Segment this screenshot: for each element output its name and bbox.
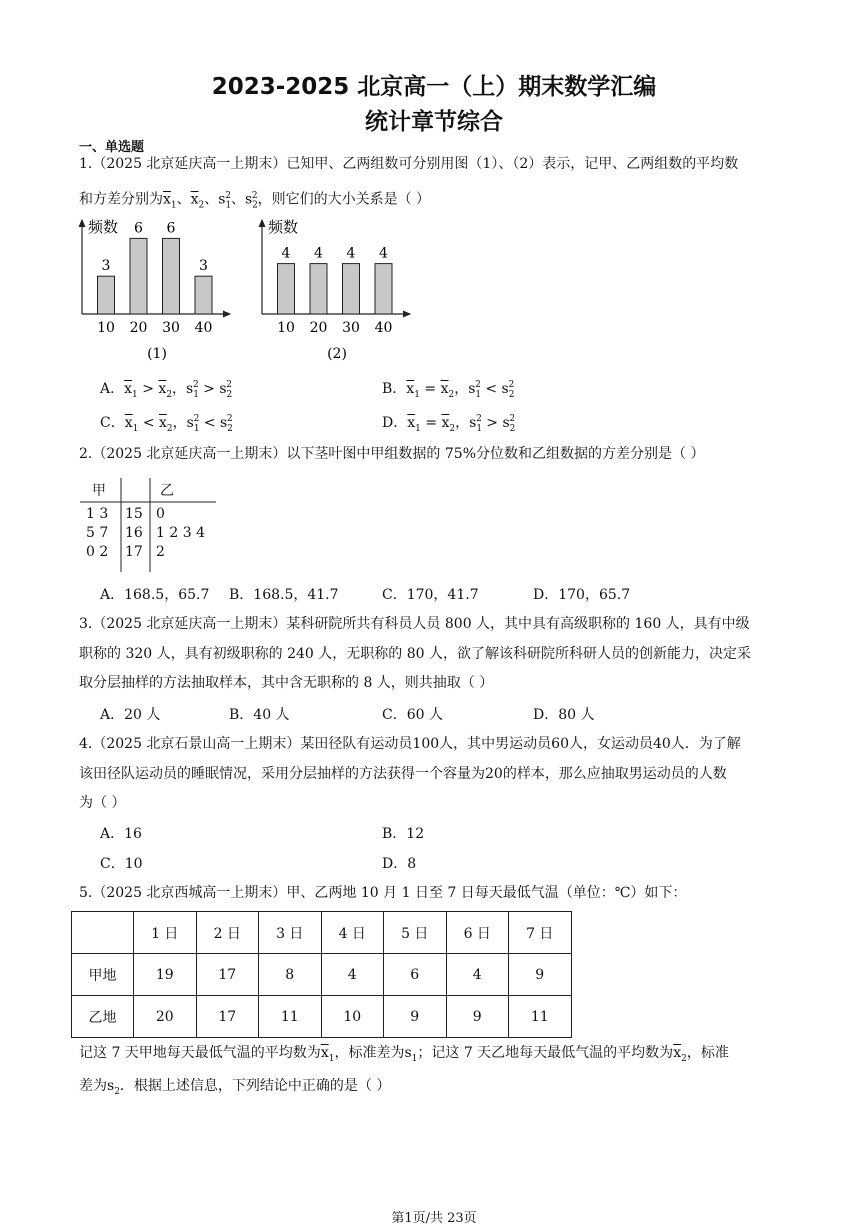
bar (98, 276, 115, 314)
table-header-cell (72, 912, 134, 954)
tick-label: 40 (374, 320, 393, 336)
q2-line1: 2.（2025 北京延庆高一上期末）以下茎叶图中甲组数据的 75%分位数和乙组数据的方差分别是（ ） (79, 446, 705, 462)
table-cell: 9 (384, 996, 447, 1038)
table-cell: 19 (134, 954, 197, 996)
stem-leaf-row-2-stem: 16 (125, 525, 143, 541)
frequency-charts (70, 212, 420, 362)
tick-label: 10 (97, 320, 115, 336)
y-axis-label: 频数 (88, 218, 119, 236)
data-label: 3 (199, 258, 208, 275)
page-footer: 第1页/共 23页 (391, 1211, 477, 1226)
table-cell: 4 (321, 954, 384, 996)
data-label: 4 (281, 245, 291, 262)
stem-leaf-row-1-left: 1 3 (86, 506, 109, 522)
q3-option-d[interactable]: D．80 人 (533, 707, 595, 723)
data-label: 6 (134, 220, 143, 237)
table-header-cell: 7 日 (509, 912, 572, 954)
stem-leaf-head-left: 甲 (92, 483, 106, 499)
stem-leaf-row-1-right: 0 (156, 506, 165, 522)
table-cell: 10 (321, 996, 384, 1038)
table-cell: 9 (509, 954, 572, 996)
table-cell: 11 (509, 996, 572, 1038)
table-header-cell: 5 日 (384, 912, 447, 954)
section-heading: 一、单选题 (79, 140, 145, 155)
table-cell: 乙地 (72, 996, 134, 1038)
table-cell: 4 (446, 954, 509, 996)
tick-label: 30 (342, 320, 360, 336)
q1-option-a[interactable]: A．$\overline{x}_1 > \overline{x}_2$，$s_1^2 > s_2^2$ (100, 380, 233, 400)
q3-line1: 3.（2025 北京延庆高一上期末）某科研院所共有科员人员 800 人，其中具有高级职称的 160 人，具有中级 (79, 616, 750, 632)
q4-line3: 为（ ） (79, 795, 126, 811)
q3-line2: 职称的 320 人，具有初级职称的 240 人，无职称的 80 人，欲了解该科研院所科研人员的创新能力，决定采 (79, 646, 751, 662)
table-cell: 17 (196, 996, 259, 1038)
table-header-cell: 2 日 (196, 912, 259, 954)
data-label: 4 (379, 245, 388, 262)
stem-leaf-row-2-right: 1 2 3 4 (156, 525, 205, 541)
bar (278, 264, 295, 314)
table-cell: 8 (259, 954, 322, 996)
q4-option-c[interactable]: C．10 (100, 856, 143, 872)
y-axis-label: 频数 (268, 218, 299, 236)
chart-caption: (2) (327, 346, 347, 362)
q4-option-d[interactable]: D．8 (382, 856, 417, 872)
table-header-cell: 6 日 (446, 912, 509, 954)
stem-leaf-row-2-left: 5 7 (86, 525, 109, 541)
table-cell: 17 (196, 954, 259, 996)
tick-label: 30 (162, 320, 180, 336)
tick-label: 20 (309, 320, 328, 336)
table-cell: 甲地 (72, 954, 134, 996)
temperature-table (71, 911, 572, 1038)
q3-option-a[interactable]: A．20 人 (100, 707, 161, 723)
q4-line2: 该田径队运动员的睡眠情况，采用分层抽样的方法获得一个容量为20的样本，那么应抽取男运动员的人数 (79, 766, 727, 782)
stem-leaf-row-3-stem: 17 (125, 544, 143, 560)
q1-option-d[interactable]: D．$\overline{x}_1 = \overline{x}_2$，$s_1^2 > s_2^2$ (382, 414, 516, 434)
table-cell: 11 (259, 996, 322, 1038)
q1-option-c[interactable]: C．$\overline{x}_1 < \overline{x}_2$，$s_1^2 < s_2^2$ (100, 414, 233, 434)
bar (130, 238, 147, 314)
data-label: 3 (101, 258, 111, 275)
q3-option-c[interactable]: C．60 人 (382, 707, 443, 723)
bar (163, 238, 180, 314)
q1-line1: 1.（2025 北京延庆高一上期末）已知甲、乙两组数可分别用图（1）、（2）表示，记甲、乙两组数的平均数 (79, 156, 739, 172)
data-label: 4 (346, 245, 356, 262)
stem-leaf-row-3-left: 0 2 (86, 544, 109, 560)
table-header-row (72, 912, 572, 954)
q5-line1: 5.（2025 北京西城高一上期末）甲、乙两地 10 月 1 日至 7 日每天最低气温（单位：℃）如下： (79, 885, 687, 901)
q3-line3: 取分层抽样的方法抽取样本，其中含无职称的 8 人，则共抽取（ ） (79, 675, 494, 691)
table-cell: 6 (384, 954, 447, 996)
stem-leaf-head-right: 乙 (160, 483, 174, 499)
stem-leaf-row-3-right: 2 (156, 544, 165, 560)
bar (310, 264, 327, 314)
q1-line2: 和方差分别为$\overline{x}_1$、$\overline{x}_2$、$s_1^2$、$s_2^2$，则它们的大小关系是（ ） (79, 191, 431, 211)
bar (375, 264, 392, 314)
q3-option-b[interactable]: B．40 人 (229, 707, 290, 723)
q4-option-b[interactable]: B．12 (382, 826, 425, 842)
table-row (72, 954, 572, 996)
page-title: 2023-2025 北京高一（上）期末数学汇编 (211, 74, 657, 100)
stem-leaf-row-1-stem: 15 (125, 506, 143, 522)
q2-option-d[interactable]: D．170，65.7 (533, 587, 631, 603)
data-label: 6 (166, 220, 176, 237)
table-cell: 20 (134, 996, 197, 1038)
q5-line3: 差为$s_2$．根据上述信息，下列结论中正确的是（ ） (79, 1078, 391, 1097)
tick-label: 10 (277, 320, 295, 336)
q2-option-a[interactable]: A．168.5，65.7 (100, 587, 210, 603)
table-header-cell: 4 日 (321, 912, 384, 954)
bar (343, 264, 360, 314)
bar (195, 276, 212, 314)
q4-option-a[interactable]: A．16 (100, 826, 142, 842)
page-subtitle: 统计章节综合 (365, 109, 503, 135)
table-cell: 9 (446, 996, 509, 1038)
q4-line1: 4.（2025 北京石景山高一上期末）某田径队有运动员100人，其中男运动员60人，女运动员40人．为了解 (79, 736, 741, 752)
table-header-cell: 1 日 (134, 912, 197, 954)
q1-option-b[interactable]: B．$\overline{x}_1 = \overline{x}_2$，$s_1^2 < s_2^2$ (382, 380, 515, 400)
q5-line2: 记这 7 天甲地每天最低气温的平均数为$\overline{x}_1$，标准差为$s_1$；记这 7 天乙地每天最低气温的平均数为$\overline{x}_2$，标准 (79, 1045, 729, 1064)
table-row (72, 996, 572, 1038)
data-label: 4 (314, 245, 323, 262)
q2-option-b[interactable]: B．168.5，41.7 (229, 587, 339, 603)
table-header-cell: 3 日 (259, 912, 322, 954)
q2-option-c[interactable]: C．170，41.7 (382, 587, 479, 603)
tick-label: 20 (129, 320, 148, 336)
tick-label: 40 (194, 320, 213, 336)
chart-caption: (1) (147, 346, 167, 362)
